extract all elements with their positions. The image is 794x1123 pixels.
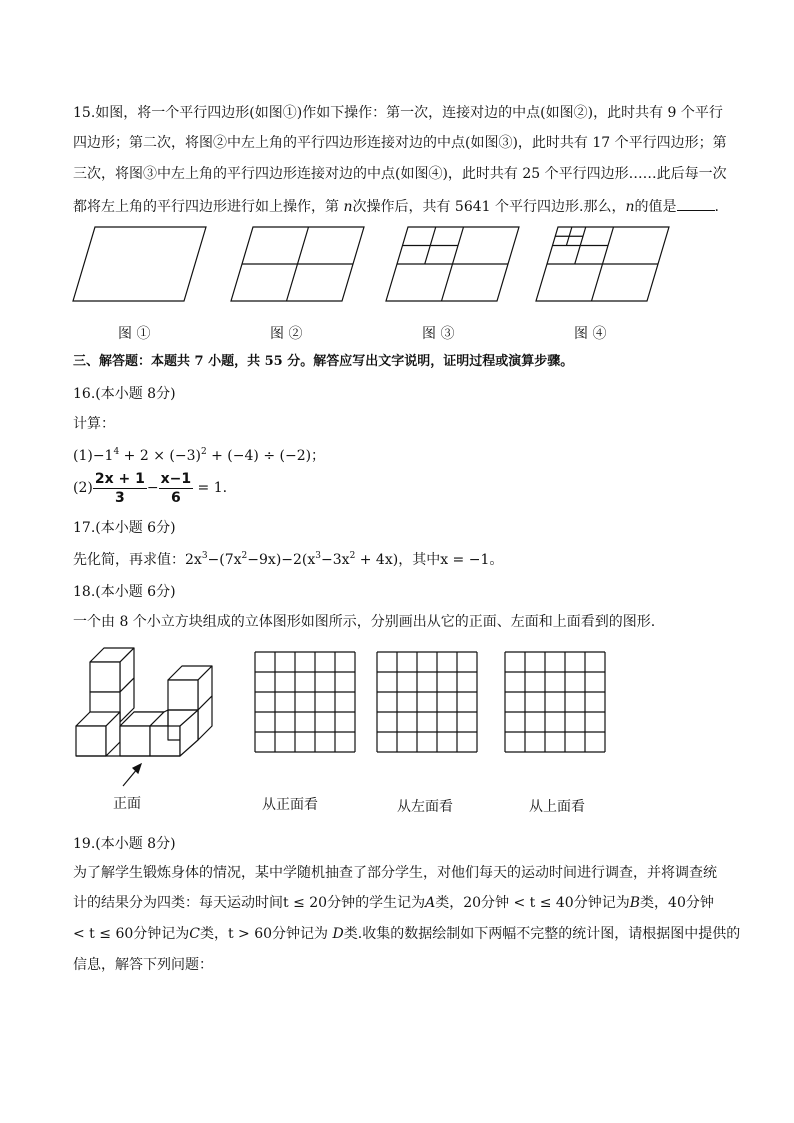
answer-grid-3[interactable] [505,652,605,752]
q17-e3: 3 [315,551,322,561]
q19-l2-c: 类，40分钟 [640,895,714,911]
answer-grid-1[interactable] [255,652,355,752]
q16-p2-label: (2) [73,480,93,496]
fraction-2-numerator: x−1 [160,470,192,487]
q15-line-4-b: 次操作后，共有 5641 个平行四边形.那么， [352,199,626,215]
q16-prompt: 计算： [73,416,115,432]
caption-fig-1: 图 ① [118,326,151,342]
grid-label-top: 从上面看 [529,799,585,815]
category-d: D [332,926,344,942]
q15-line-1: 15.如图，将一个平行四边形(如图①)作如下操作：第一次，连接对边的中点(如图②)，此时共有 9 个平行 [73,105,723,121]
caption-fig-4: 图 ④ [574,326,607,342]
answer-grid-2[interactable] [377,652,477,752]
q19-line-1: 为了解学生锻炼身体的情况，某中学随机抽查了部分学生，对他们每天的运动时间进行调查，并将调查统 [73,865,717,881]
category-b: B [629,895,641,911]
q19-line-3 [73,924,740,944]
caption-fig-2: 图 ② [270,326,303,342]
q17-e4: 2 [349,551,356,561]
q18-text: 一个由 8 个小立方块组成的立体图形如图所示，分别画出从它的正面、左面和上面看到的图形. [73,614,656,630]
q19-line-2 [73,893,714,913]
grid-label-left: 从左面看 [397,799,453,815]
fraction-1-numerator: 2x + 1 [94,470,145,487]
q17-t-a: 先化简，再求值：2x [73,552,202,568]
q17-e1: 3 [201,551,208,561]
q15-line-4-c: 的值是 [634,199,677,215]
variable-n: n [343,199,353,215]
q18-title: 18.(本小题 6分) [73,584,176,600]
q15-line-4-a: 都将左上角的平行四边形进行如上操作，第 [73,199,344,215]
q15-line-4-end: . [714,199,719,215]
q17-title: 17.(本小题 6分) [73,520,176,536]
q16-p1-a: (1)−1 [73,448,114,464]
q17-t-b: −(7x [207,552,242,568]
q16-p1-exp2: 2 [200,447,207,457]
grid-label-front: 从正面看 [262,797,318,813]
q15-line-3: 三次，将图③中左上角的平行四边形连接对边的中点(如图④)，此时共有 25 个平行四边形……此后每一次 [73,166,727,182]
q19-l3-c: 类.收集的数据绘制如下两幅不完整的统计图，请根据图中提供的 [343,926,741,942]
q17-t-d: −3x [321,552,350,568]
section-3-heading: 三、解答题：本题共 7 小题，共 55 分。解答应写出文字说明，证明过程或演算步骤。 [73,354,574,369]
q17-e2: 2 [241,551,248,561]
q19-l2-b: 类，20分钟 < t ≤ 40分钟记为 [435,895,630,911]
category-a: A [425,895,436,911]
fraction-1-denominator: 3 [114,489,125,506]
q17-t-c: −9x)−2(x [247,552,316,568]
category-c: C [189,926,200,942]
q16-p1-b: + 2 × (−3) [119,448,201,464]
variable-n-2: n [625,199,635,215]
q16-p1-c: + (−4) ÷ (−2)； [206,448,326,464]
q19-l3-a: < t ≤ 60分钟记为 [73,926,190,942]
q15-line-2: 四边形；第二次，将图②中左上角的平行四边形连接对边的中点(如图③)，此时共有 17 个平行四边形；第 [73,135,727,151]
caption-fig-3: 图 ③ [422,326,455,342]
q16-p2-rhs: = 1. [193,480,228,496]
fraction-2-denominator: 6 [170,489,181,506]
q19-line-4: 信息，解答下列问题： [73,957,213,973]
q16-p1-exp1: 4 [113,447,120,457]
q17-t-e: + 4x)，其中x = −1。 [355,552,504,568]
q19-title: 19.(本小题 8分) [73,836,176,852]
q19-l3-b: 类，t > 60分钟记为 [199,926,333,942]
q16-title: 16.(本小题 8分) [73,386,176,402]
q16-p2-operator: − [146,480,159,496]
q19-l2-a: 计的结果分为四类：每天运动时间t ≤ 20分钟的学生记为 [73,895,426,911]
front-label: 正面 [113,796,141,812]
